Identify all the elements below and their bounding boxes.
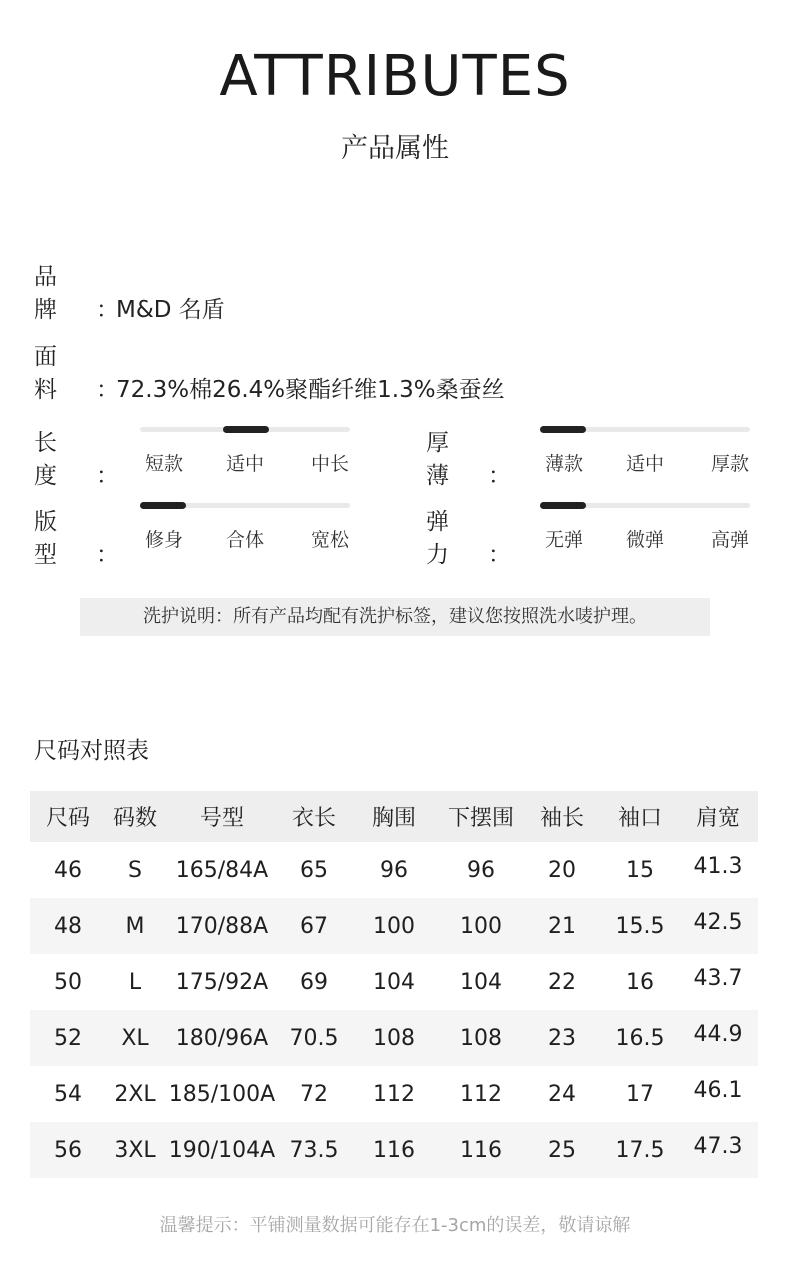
table-cell: 15.5: [602, 898, 678, 954]
scale-selected-marker: [540, 502, 586, 509]
scale-elasticity-label: 弹力: [426, 509, 473, 568]
table-cell: 41.3: [693, 854, 743, 879]
table-cell: 70.5: [280, 1010, 348, 1066]
table-cell: 23: [522, 1010, 602, 1066]
page-subtitle: 产品属性: [341, 133, 449, 164]
col-header: 袖口: [602, 791, 678, 842]
col-header: 肩宽: [678, 791, 758, 842]
scale-fit: [34, 503, 119, 569]
table-cell: 17: [626, 1081, 654, 1107]
table-cell: 54: [54, 1081, 82, 1107]
table-cell: 16: [626, 969, 654, 995]
scale-fit-indicator: [140, 503, 350, 553]
table-row: [30, 898, 758, 954]
table-row: [30, 1122, 758, 1178]
table-cell: 25: [522, 1122, 602, 1178]
table-row: [30, 842, 758, 898]
table-cell: 46: [54, 857, 82, 883]
table-cell: S: [128, 857, 142, 883]
table-cell: 104: [373, 969, 415, 995]
scale-track: [140, 503, 350, 508]
scale-length-label: 长度: [34, 430, 81, 489]
table-cell: XL: [106, 1010, 164, 1066]
table-cell: 56: [30, 1122, 106, 1178]
table-cell: 3XL: [106, 1122, 164, 1178]
scale-selected-marker: [540, 426, 586, 433]
table-cell: 44.9: [678, 1010, 758, 1066]
table-cell: 100: [440, 898, 522, 954]
table-row: [30, 1010, 758, 1066]
scale-option: 合体: [225, 529, 264, 551]
table-cell: L: [128, 969, 142, 995]
scale-thickness-label: 厚薄: [426, 430, 473, 489]
table-cell: 42.5: [678, 898, 758, 954]
attr-colon: ：: [96, 377, 119, 403]
scale-option: 中长: [310, 453, 349, 475]
scale-thickness-indicator: [540, 427, 750, 477]
attr-brand: [34, 258, 225, 324]
attr-fabric-key: 面料: [34, 344, 81, 403]
table-cell: 185/100A: [168, 1081, 276, 1107]
attr-fabric-value: 72.3%棉26.4%聚酯纤维1.3%桑蚕丝: [116, 377, 505, 403]
table-cell: 67: [280, 898, 348, 954]
table-cell: 43.7: [693, 966, 743, 991]
table-cell: 165/84A: [175, 857, 269, 883]
col-header: 号型: [164, 791, 280, 842]
table-cell: 46.1: [693, 1078, 743, 1103]
attr-colon: ：: [488, 463, 511, 489]
table-cell: 69: [300, 969, 328, 995]
table-cell: 15: [626, 857, 654, 883]
table-cell: 100: [348, 898, 440, 954]
table-cell: 180/96A: [164, 1010, 280, 1066]
col-header: 码数: [106, 791, 164, 842]
size-table-header: [30, 791, 758, 842]
col-header: 下摆围: [440, 791, 522, 842]
table-cell: 65: [300, 857, 328, 883]
scale-option: 薄款: [544, 453, 583, 475]
col-header: 袖长: [522, 791, 602, 842]
scale-option: 修身: [144, 529, 183, 551]
table-cell: 22: [548, 969, 576, 995]
scale-elasticity-indicator: [540, 503, 750, 553]
table-cell: 96: [467, 857, 495, 883]
scale-option: 适中: [225, 453, 264, 475]
attr-brand-key: 品牌: [34, 264, 81, 323]
table-cell: 96: [380, 857, 408, 883]
table-cell: 24: [548, 1081, 576, 1107]
attr-fabric: [34, 338, 505, 404]
scale-length: [34, 424, 119, 490]
scale-option: 短款: [144, 453, 183, 475]
scale-option: 微弹: [625, 529, 664, 551]
scale-track: [140, 427, 350, 432]
col-header: 胸围: [348, 791, 440, 842]
table-cell: 104: [460, 969, 502, 995]
table-cell: M: [106, 898, 164, 954]
page-title: ATTRIBUTES: [219, 44, 571, 109]
attr-colon: ：: [96, 463, 119, 489]
table-row: [30, 1066, 758, 1122]
table-cell: 2XL: [114, 1081, 156, 1107]
table-cell: 116: [440, 1122, 522, 1178]
attr-brand-value: M&D 名盾: [116, 297, 225, 323]
table-row: [30, 954, 758, 1010]
table-cell: 72: [300, 1081, 328, 1107]
table-cell: 48: [30, 898, 106, 954]
table-cell: 190/104A: [164, 1122, 280, 1178]
table-cell: 50: [54, 969, 82, 995]
table-cell: 112: [460, 1081, 502, 1107]
scale-track: [540, 427, 750, 432]
attr-colon: ：: [96, 297, 119, 323]
table-cell: 47.3: [678, 1122, 758, 1178]
table-cell: 73.5: [280, 1122, 348, 1178]
table-cell: 108: [440, 1010, 522, 1066]
table-cell: 16.5: [602, 1010, 678, 1066]
scale-fit-label: 版型: [34, 509, 81, 568]
size-table-title: 尺码对照表: [34, 738, 149, 764]
scale-option: 厚款: [710, 453, 749, 475]
table-cell: 21: [522, 898, 602, 954]
table-cell: 112: [373, 1081, 415, 1107]
scale-option: 高弹: [710, 529, 749, 551]
table-cell: 175/92A: [175, 969, 269, 995]
scale-selected-marker: [223, 426, 269, 433]
table-cell: 170/88A: [164, 898, 280, 954]
col-header: 衣长: [280, 791, 348, 842]
scale-thickness: [426, 424, 511, 490]
scale-elasticity: [426, 503, 511, 569]
care-note: 洗护说明：所有产品均配有洗护标签，建议您按照洗水唛护理。: [80, 598, 710, 636]
scale-length-indicator: [140, 427, 350, 477]
table-cell: 52: [30, 1010, 106, 1066]
scale-option: 适中: [625, 453, 664, 475]
table-cell: 17.5: [602, 1122, 678, 1178]
table-cell: 108: [348, 1010, 440, 1066]
attr-colon: ：: [96, 542, 119, 568]
scale-track: [540, 503, 750, 508]
scale-selected-marker: [140, 502, 186, 509]
scale-option: 无弹: [544, 529, 583, 551]
footer-note: 温馨提示：平铺测量数据可能存在1-3cm的误差，敬请谅解: [159, 1215, 631, 1236]
col-header: 尺码: [30, 791, 106, 842]
scale-option: 宽松: [310, 529, 349, 551]
attr-colon: ：: [488, 542, 511, 568]
size-table: [30, 791, 758, 1178]
table-cell: 116: [348, 1122, 440, 1178]
table-cell: 20: [548, 857, 576, 883]
